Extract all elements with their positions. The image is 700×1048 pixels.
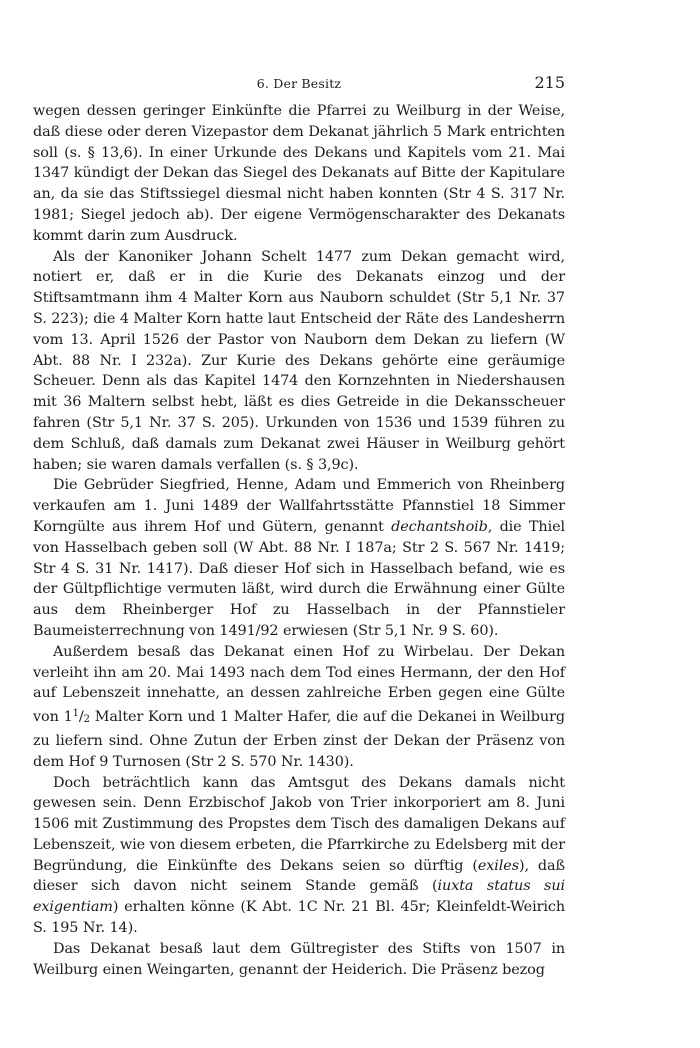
paragraph-5 [33,773,565,939]
text-run: Außerdem besaß das Dekanat einen Hof zu Wirbelau. Der Dekan verleiht ihn am 20. Mai 1493 nach dem Tod eines Hermann, der den Hof auf Lebenszeit innehatte, an dessen zahlreiche Erben gegen eine Gülte von [33,643,565,726]
text-run: Die Gebrüder Siegfried, Henne, Adam und Emmerich von Rheinberg verkaufen am 1. Juni 1489 der Wallfahrtsstätte Pfannstiel 18 Simmer Korngülte aus ihrem Hof und Gütern, genannt [33,477,565,535]
body-text [33,101,565,980]
page-header [33,73,565,97]
running-head: 6. Der Besitz [256,76,342,91]
paragraph-6 [33,939,565,981]
paragraph-1 [33,101,565,247]
fraction-whole: 1 [63,709,73,726]
paragraph-3 [33,475,565,641]
text-run: Malter Korn und 1 Malter Hafer, die auf die Dekanei in Weilburg zu liefern sind. Ohne Zutun der Erben zinst der Dekan der Präsenz von dem Hof 9 Turnosen (Str 2 S. 570 Nr. 1430). [33,709,565,770]
fraction-denominator: 2 [83,714,90,726]
text-run: wegen dessen geringer Einkünfte die Pfarrei zu Weilburg in der Weise, daß diese oder deren Vizepastor dem Dekanat jährlich 5 Mark entrichten soll (s. § 13,6). In einer Urkunde des Dekans und Kapitels vom 21. Mai 1347 kündigt der Dekan das Siegel des Dekanats auf Bitte der Kapitulare an, da sie das Stiftssiegel diesmal nicht haben konnten (Str 4 S. 317 Nr. 1981; Siegel jedoch ab). Der eigene Vermögenscharakter des Dekanats kommt darin zum Ausdruck. [33,103,565,244]
paragraph-2 [33,247,565,476]
text-run: ) erhalten könne (K Abt. 1C Nr. 21 Bl. 45r; Kleinfeldt-Weirich S. 195 Nr. 14). [33,899,565,937]
text-run: , die Thiel von Hasselbach geben soll (W Abt. 88 Nr. I 187a; Str 2 S. 567 Nr. 1419; Str 4 S. 31 Nr. 1417). Daß dieser Hof sich in Hasselbach befand, wie es der Gültpflichtige vermuten läßt, wird durch die Erwähnung einer Gülte aus dem Rheinberger Hof zu Hasselbach in der Pfannstieler Baumeisterrechnung von 1491/92 erwiesen (Str 5,1 Nr. 9 S. 60). [33,518,565,639]
text-run: Als der Kanoniker Johann Schelt 1477 zum Dekan gemacht wird, notiert er, daß er in die Kurie des Dekanats einzog und der Stiftsamtmann ihm 4 Malter Korn aus Nauborn schuldet (Str 5,1 Nr. 37 S. 223); die 4 Malter Korn hatte laut Entscheid der Räte des Landesherrn vom 13. April 1526 der Pastor von Nauborn dem Dekan zu liefern (W Abt. 88 Nr. I 232a). Zur Kurie des Dekans gehörte eine geräumige Scheuer. Denn als das Kapitel 1474 den Kornzehnten in Niedershausen mit 36 Maltern selbst hebt, läßt es dies Getreide in die Dekansscheuer fahren (Str 5,1 Nr. 37 S. 205). Urkunden von 1536 und 1539 führen zu dem Schluß, daß damals zum Dekanat zwei Häuser in Weilburg gehört haben; sie waren damals verfallen (s. § 3,9c). [33,248,565,473]
italic-term: iuxta status sui exigentiam [33,878,565,916]
text-run: ), daß dieser sich davon nicht seinem Stande gemäß ( [33,857,565,895]
text-run: Das Dekanat besaß laut dem Gültregister des Stifts von 1507 in Weilburg einen Weingarten, genannt der Heiderich. Die Präsenz bezog [33,940,565,978]
paragraph-4: Außerdem besaß das Dekanat einen Hof zu Wirbelau. Der Dekan verleiht ihn am 20. Mai 1493 nach dem Tod eines Hermann, der den Hof auf Lebenszeit innehatte, an dessen zahlreiche Erben gegen eine Gülte von $1^1/2$ Malter Korn und 1 Malter Hafer, die auf die Dekanei in Weilburg zu liefern sind. Ohne Zutun der Erben zinst der Dekan der Präsenz von dem Hof 9 Turnosen (Str 2 S. 570 Nr. 1430). [33,643,565,770]
italic-term: dechantshoib [391,518,488,535]
text-run: Doch beträchtlich kann das Amtsgut des Dekans damals nicht gewesen sein. Denn Erzbischof Jakob von Trier inkorporiert am 8. Juni 1506 mit Zustimmung des Propstes dem Tisch des damaligen Dekans auf Lebenszeit, wie von diesem erbeten, die Pfarrkirche zu Edelsberg mit der Begründung, die Einkünfte des Dekans seien so dürftig ( [33,774,565,874]
fraction-numerator: 1 [72,708,79,720]
page-number: 215 [534,73,565,92]
italic-term: exiles [477,857,519,874]
